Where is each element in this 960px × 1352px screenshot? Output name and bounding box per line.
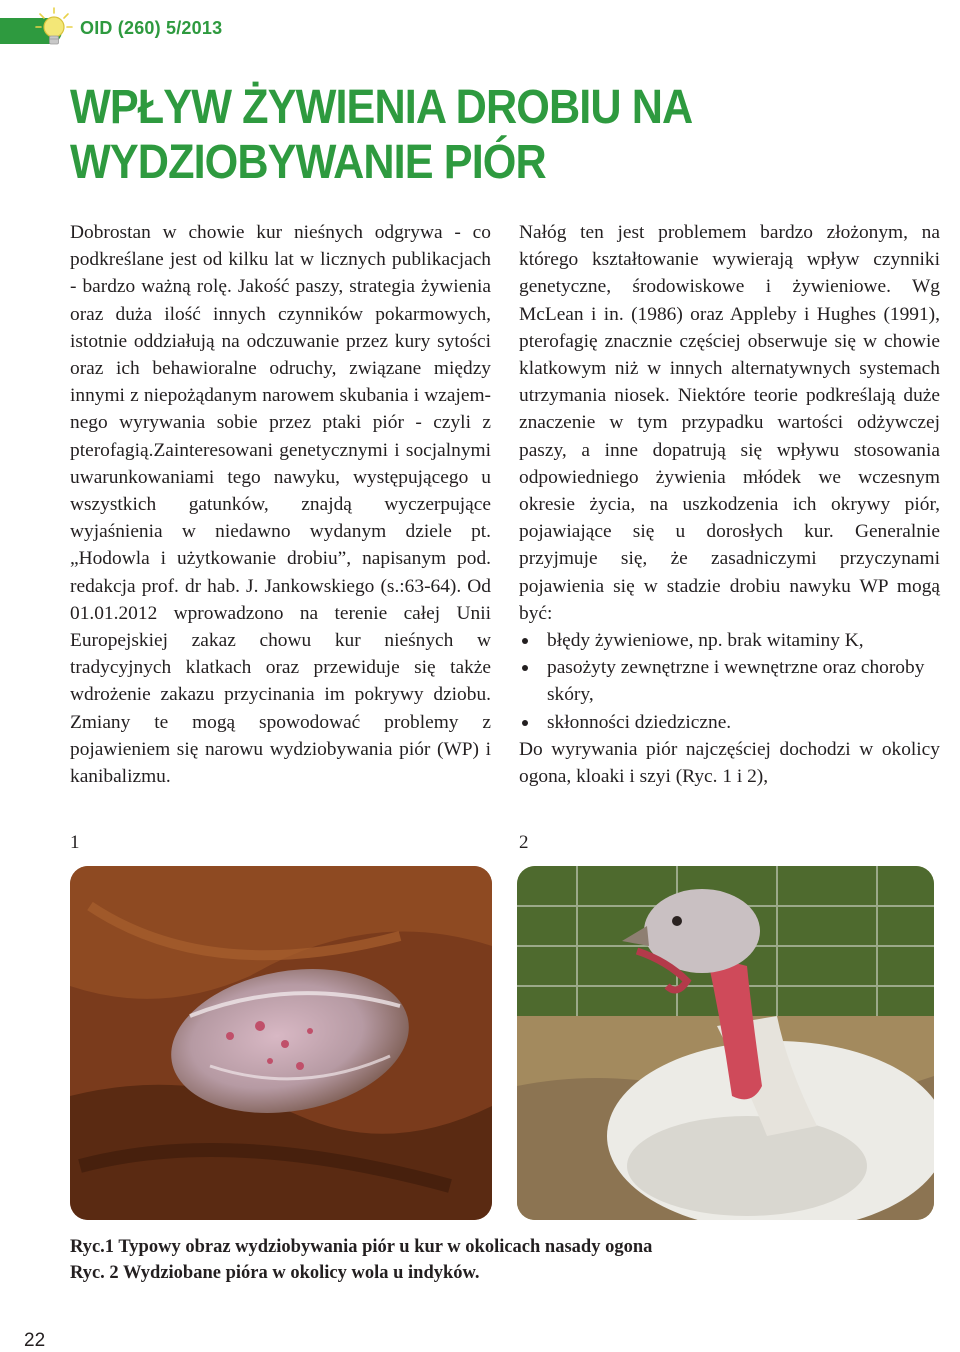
figure-captions [70,1234,930,1286]
figure-2-caption: Ryc. 2 Wydziobane pióra w okolicy wola u indyków. [70,1263,480,1283]
page-number: 22 [24,1330,46,1351]
article-title-line-2: WYDZIOBYWANIE PIÓR [70,136,546,189]
figure-1-caption: Ryc.1 Typowy obraz wydziobywania piór u kur w okolicach nasady ogona [70,1237,653,1257]
list-item: błędy żywieniowe, np. brak witaminy K, [519,627,940,654]
left-column-text: Dobrostan w chowie kur nieśnych odgrywa - co podkreślane jest od kilku lat w licznych publikacjach - bardzo ważną rolę. Jakość paszy, strategia żywienia oraz duża ilość innych czynników pokarmowych, istotnie oddziałują na odczuwanie przez kury sytości oraz ich behawioralne odruchy, związane między innymi z niepożądanym narowem skubania i wzajemnego wyrywania sobie przez ptaki piór - czyli z pterofagią.Zainteresowani genetycznymi i socjalnymi uwarunkowaniami tego nawyku, występującego u wszystkich gatunków, znajdą wyczerpujące wyjaśnienia w niedawno wydanym dziele pt. „Hodowla i użytkowanie drobiu”, napisanym pod. redakcja prof. dr hab. J. Jankowskiego (s.:63-64). Od 01.01.2012 wprowadzono na terenie całej Unii Europejskiej zakaz chowu kur nieśnych w tradycyjnych klatkach oraz przewiduje się także wdrożenie zakazu przycinania im pokrywy dziobu. Zmiany te mogą spowodować problemy z pojawieniem się narowu wydziobywania piór (WP) i kanibalizmu. [70,222,491,788]
right-column-outro: Do wyrywania piór najczęściej dochodzi w okolicy ogona, kloaki i szyi (Ryc. 1 i 2), [519,738,940,788]
journal-issue-id: OID (260) 5/2013 [80,18,223,38]
article-title-line-1: WPŁYW ŻYWIENIA DROBIU NA [70,81,693,134]
list-item: skłonności dziedziczne. [519,709,940,736]
causes-list [519,627,940,736]
lightbulb-icon [34,6,74,50]
figure-2-photo [517,866,934,1220]
hen-feathers-illustration [70,866,492,1220]
right-column-intro: Nałóg ten jest problemem bardzo złożonym, na którego kształtowanie wywierają wpływ czynniki genetyczne, środowiskowe i żywieniowe. Wg McLean i in. (1986) oraz Appleby i Hughes (1991), pterofagię znacznie częściej obserwuje się w chowie klatkowym niż w innych alternatywnych systemach utrzymania niosek. Niektóre teorie podkreślają duże znaczenie w tym przypadku wartości odżywczej paszy, a inne dopatrują się wpływu stosowania odpowiedniego żywienia młódek we wczesnym okresie życia, na uszkodzenia ich okrywy piór, pojawiające się u dorosłych kur. Generalnie przyjmuje się, że zasadniczymi przyczynami pojawienia się w stadzie drobiu nawyku WP mogą być: [519,222,940,624]
article-title [70,80,844,190]
list-item: pasożyty zewnętrzne i wewnętrzne oraz choroby skóry, [519,654,940,708]
right-column [519,219,940,790]
left-column [70,219,491,790]
turkey-illustration [517,866,934,1220]
figure-1-photo [70,866,492,1220]
figure-2-number: 2 [519,832,529,853]
figure-1-number: 1 [70,832,80,853]
